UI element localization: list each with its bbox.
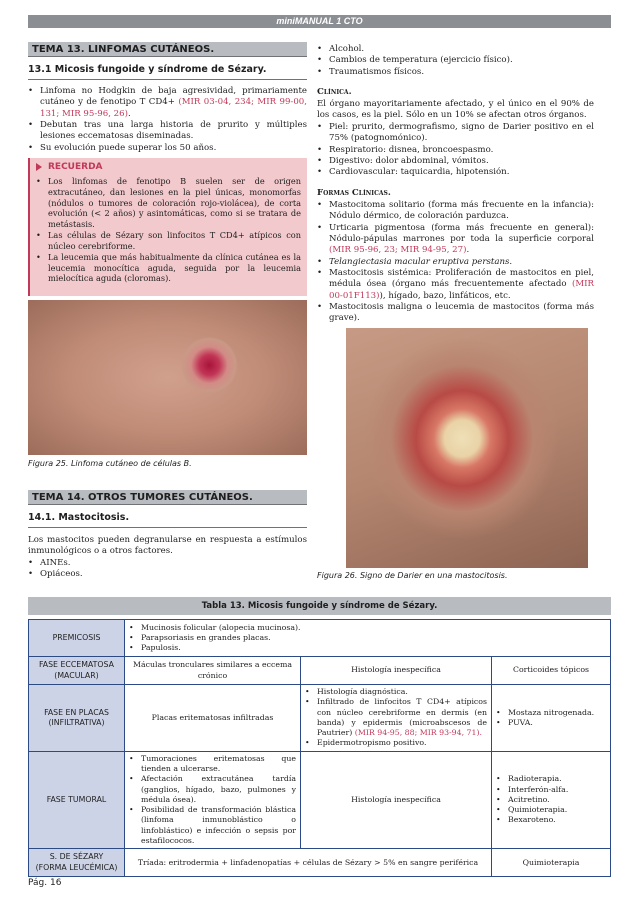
list-item: • Papulosis. [129, 643, 606, 653]
arrow-right-icon [36, 163, 42, 171]
tema14-subtitle: 14.1. Mastocitosis. [28, 512, 307, 528]
premicosis-cell [125, 620, 611, 657]
recuerda-title: RECUERDA [36, 162, 301, 174]
row-header-tumoral: FASE TUMORAL [29, 751, 125, 849]
list-item: • Su evolución puede superar los 50 años. [28, 143, 307, 154]
list-item: • Tumoraciones eritematosas que tienden a ulcerarse. [129, 754, 296, 775]
list-item: • PUVA. [496, 718, 606, 728]
tema13-subtitle: 13.1 Micosis fungoide y síndrome de Sézary. [28, 64, 307, 80]
list-item: • Bexaroteno. [496, 815, 606, 825]
list-item: • Las células de Sézary son linfocitos T CD4+ atípicos con núcleo cerebriforme. [36, 230, 301, 252]
figure25-caption: Figura 25. Linfoma cutáneo de células B. [28, 459, 192, 468]
list-item: • Radioterapia. [496, 774, 606, 784]
list-item: • Digestivo: dolor abdominal, vómitos. [317, 156, 594, 167]
list-item: • Mostaza nitrogenada. [496, 708, 606, 718]
eccematosa-clinica: Máculas tronculares similares a eccema crónico [125, 657, 301, 685]
list-item: • Histología diagnóstica. [305, 687, 487, 697]
list-item: • Afectación extracutánea tardía (ganglios, hígado, bazo, pulmones y médula ósea). [129, 774, 296, 805]
figure25-image [28, 300, 307, 455]
list-item: • Alcohol. [317, 44, 594, 55]
list-item: • Piel: prurito, dermografismo, signo de Darier positivo en el 75% (patognomónico). [317, 122, 594, 145]
eccematosa-histologia: Histología inespecífica [301, 657, 492, 685]
clinica-label: Clínica. [317, 87, 352, 97]
list-item: • Parapsoriasis en grandes placas. [129, 633, 606, 643]
table-row [29, 657, 611, 685]
list-item: • Respiratorio: disnea, broncoespasmo. [317, 145, 594, 156]
recuerda-box [28, 158, 307, 296]
list-item: • Los linfomas de fenotipo B suelen ser de origen extracutáneo, dan lesiones en la piel únicas, monomorfas (nódulos o tumores de coloración rojo-violácea), de corta evolución (< 2 años) y asintomáticas, como si se tratara de metástasis. [36, 176, 301, 230]
list-item: • Debutan tras una larga historia de prurito y múltiples lesiones eccematosas diseminadas. [28, 120, 307, 143]
placas-clinica: Placas eritematosas infiltradas [125, 685, 301, 752]
tumoral-clinica [125, 751, 301, 849]
list-item: • Infiltrado de linfocitos T CD4+ atípicos con núcleo cerebriforme en dermis (en banda) y epidermis (microabscesos de Pautrier) (MIR 94-95, 88; MIR 93-94, 71). [305, 697, 487, 738]
formas-list [317, 200, 594, 325]
list-item: • Interferón-alfa. [496, 785, 606, 795]
list-item: • AINEs. [28, 558, 307, 569]
list-item: • Acitretino. [496, 795, 606, 805]
table-micosis [28, 619, 611, 877]
list-item: • Traumatismos físicos. [317, 67, 594, 78]
list-item: • Quimioterapia. [496, 805, 606, 815]
list-item: • Posibilidad de transformación blástica (linfoma inmunoblástico o linfoblástico) e infección o sepsis por estafilococos. [129, 805, 296, 846]
list-item: • La leucemia que más habitualmente da clínica cutánea es la leucemia monocítica aguda, seguida por la leucemia mielocítica aguda (cloromas). [36, 252, 301, 284]
placas-tratamiento [492, 685, 611, 752]
table-row [29, 620, 611, 657]
table-row [29, 685, 611, 752]
list-item: • Epidermotropismo positivo. [305, 738, 487, 748]
list-item: • Cambios de temperatura (ejercicio físico). [317, 55, 594, 66]
table-title: Tabla 13. Micosis fungoide y síndrome de Sézary. [28, 597, 611, 615]
clinica-bullets [317, 122, 594, 179]
list-item: • Mucinosis folicular (alopecia mucinosa). [129, 623, 606, 633]
formas-label: Formas Clínicas. [317, 188, 391, 198]
table-row [29, 751, 611, 849]
list-item: • Opiáceos. [28, 569, 307, 580]
eccematosa-tratamiento: Corticoides tópicos [492, 657, 611, 685]
clinica-text: El órgano mayoritariamente afectado, y el único en el 90% de los casos, es la piel. Sólo en un 10% se afectan otros órganos. [317, 99, 594, 121]
list-item: • Mastocitosis sistémica: Proliferación de mastocitos en piel, médula ósea (órgano más frecuentemente afectado (MIR 00-01F113)), hígado, bazo, linfáticos, etc. [317, 268, 594, 302]
tumoral-tratamiento [492, 751, 611, 849]
tema13-bullets [28, 86, 307, 154]
row-header-placas: FASE EN PLACAS (INFILTRATIVA) [29, 685, 125, 752]
figure26-caption: Figura 26. Signo de Darier en una mastocitosis. [317, 571, 508, 580]
list-item: • Telangiectasia macular eruptiva perstans. [317, 257, 594, 268]
list-item: • Mastocitosis maligna o leucemia de mastocitos (forma más grave). [317, 302, 594, 325]
tema13-title: TEMA 13. LINFOMAS CUTÁNEOS. [28, 42, 307, 57]
header-bar [28, 15, 611, 28]
row-header-sezary: S. DE SÉZARY (FORMA LEUCÉMICA) [29, 849, 125, 877]
tumoral-histologia: Histología inespecífica [301, 751, 492, 849]
row-header-eccematosa: FASE ECCEMATOSA (MACULAR) [29, 657, 125, 685]
row-header-premicosis: PREMICOSIS [29, 620, 125, 657]
header-title: miniMANUAL 1 CTO [276, 16, 363, 26]
tema14-intro: Los mastocitos pueden degranularse en respuesta a estímulos inmunológicos o a otros factores. [28, 535, 307, 557]
list-item: • Urticaria pigmentosa (forma más frecuente en general): Nódulo-pápulas marrones por toda la superficie corporal (MIR 95-96, 23; MIR 94-95, 27). [317, 223, 594, 257]
right-bullets-top [317, 44, 594, 78]
placas-histologia [301, 685, 492, 752]
list-item: • Linfoma no Hodgkin de baja agresividad, primariamente cutáneo y de fenotipo T CD4+ (MIR 03-04, 234; MIR 99-00, 131; MIR 95-96, 26). [28, 86, 307, 120]
tema14-left-bullets [28, 558, 307, 581]
recuerda-list [36, 176, 301, 284]
list-item: • Mastocitoma solitario (forma más frecuente en la infancia): Nódulo dérmico, de coloración parduzca. [317, 200, 594, 223]
tema14-title: TEMA 14. OTROS TUMORES CUTÁNEOS. [28, 490, 307, 505]
page-number: Pág. 16 [28, 878, 62, 888]
figure26-image [346, 328, 588, 568]
list-item: • Cardiovascular: taquicardia, hipotensión. [317, 167, 594, 178]
sezary-tratamiento: Quimioterapia [492, 849, 611, 877]
sezary-text: Tríada: eritrodermia + linfadenopatías + células de Sézary > 5% en sangre periférica [125, 849, 492, 877]
table-row [29, 849, 611, 877]
